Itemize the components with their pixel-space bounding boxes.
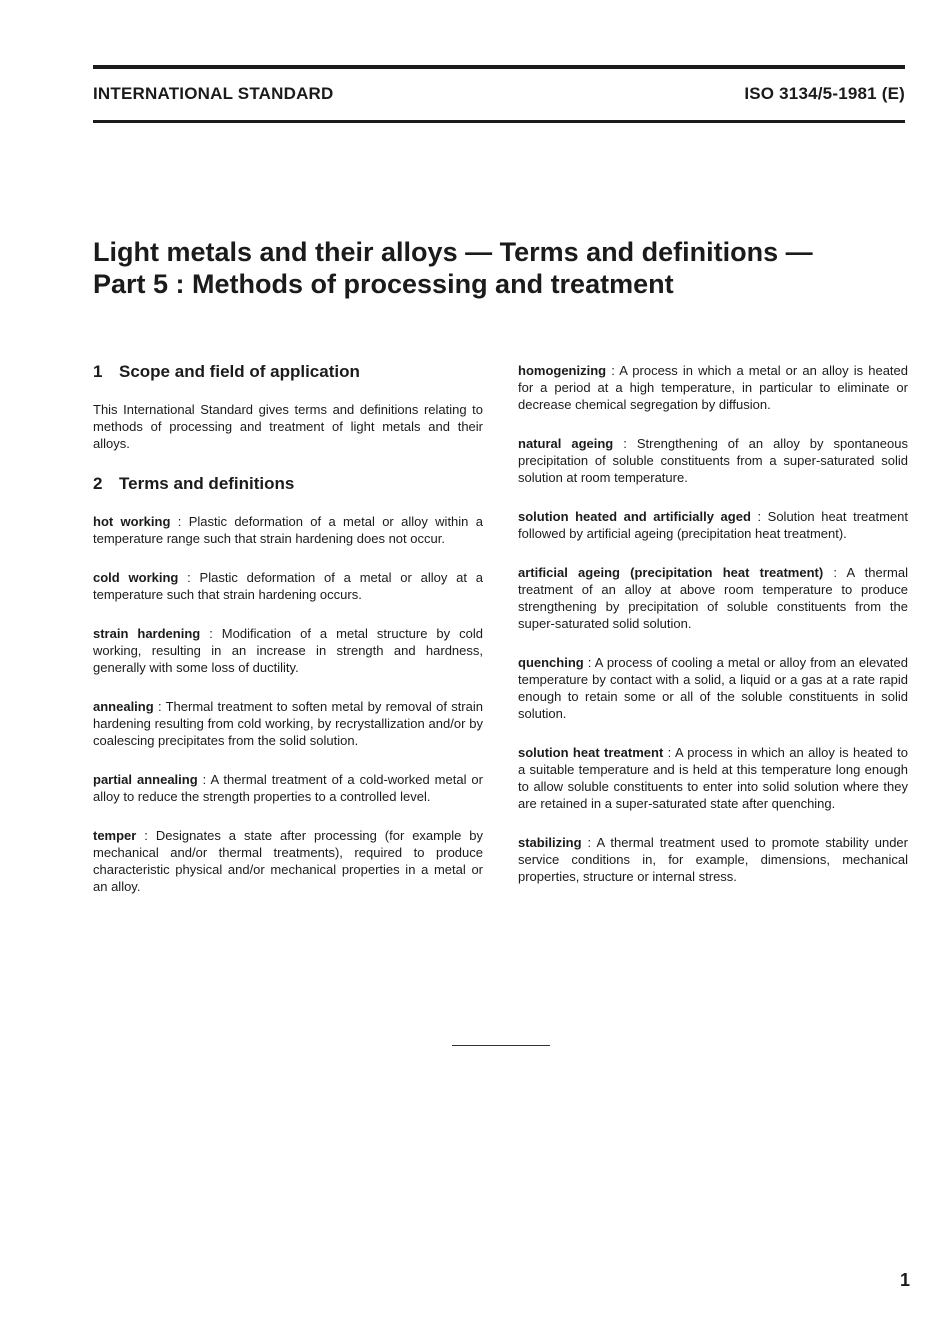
section-2-number: 2: [93, 474, 103, 493]
definition-cold-working: cold working : Plastic deformation of a metal or alloy at a temperature such that strain hardening occurs.: [93, 570, 484, 602]
term: solution heat treatment: [518, 745, 664, 760]
definition-text: A thermal treatment used to promote stability under service conditions in, for example, dimensions, mechanical properties, structure or internal stress.: [518, 835, 908, 884]
definition-text: A process of cooling a metal or alloy from an elevated temperature by contact with a solid, a liquid or a gas at a rate rapid enough to retain some or all of the soluble constituents in solid solution.: [518, 655, 908, 721]
definition-partial-annealing: partial annealing : A thermal treatment of a cold-worked metal or alloy to reduce the strength properties to a controlled level.: [93, 772, 483, 804]
standard-number: ISO 3134/5-1981 (E): [744, 84, 905, 103]
definition-quenching: quenching : A process of cooling a metal or alloy from an elevated temperature by contact with a solid, a liquid or a gas at a rate rapid enough to retain some or all of the soluble constituents in solid solution.: [518, 655, 908, 721]
definition-text: Plastic deformation of a metal or alloy at a temperature such that strain hardening occurs.: [93, 570, 484, 602]
section-2-heading: [93, 474, 483, 494]
definition-stabilizing: stabilizing : A thermal treatment used to promote stability under service conditions in, for example, dimensions, mechanical properties, structure or internal stress.: [518, 835, 908, 884]
term: partial annealing: [93, 772, 198, 787]
right-column: [518, 362, 908, 907]
definition-text: A thermal treatment of a cold-worked metal or alloy to reduce the strength properties to a controlled level.: [93, 772, 483, 804]
definition-text: A thermal treatment of an alloy at above room temperature to produce strengthening by precipitation of soluble constituents from the super-saturated solid solution.: [518, 565, 908, 631]
term: temper: [93, 828, 137, 843]
term: cold working: [93, 570, 179, 585]
term: stabilizing: [518, 835, 582, 850]
definition-text: Designates a state after processing (for example by mechanical and/or thermal treatments), required to produce characteristic physical and/or mechanical properties in a metal or an alloy.: [93, 828, 483, 894]
definition-temper: temper : Designates a state after processing (for example by mechanical and/or thermal treatments), required to produce characteristic physical and/or mechanical properties in a metal or an alloy.: [93, 828, 483, 894]
header-bottom-rule: [93, 120, 905, 123]
definition-solution-heated-artificially-aged: solution heated and artificially aged : Solution heat treatment followed by artificial ageing (precipitation heat treatment).: [518, 509, 908, 541]
term: hot working: [93, 514, 171, 529]
term: artificial ageing (precipitation heat treatment): [518, 565, 824, 580]
term: natural ageing: [518, 436, 614, 451]
definition-text: Solution heat treatment followed by artificial ageing (precipitation heat treatment).: [518, 509, 908, 541]
end-of-text-rule: [452, 1045, 550, 1046]
document-title: [93, 236, 913, 300]
term: quenching: [518, 655, 584, 670]
section-2-title: Terms and definitions: [119, 474, 295, 493]
term: strain hardening: [93, 626, 201, 641]
definition-annealing: annealing : Thermal treatment to soften metal by removal of strain hardening resulting from cold working, by recrystallization and/or by coalescing precipitates from the solid solution.: [93, 699, 483, 748]
definition-text: A process in which an alloy is heated to a suitable temperature and is held at this temperature long enough to allow soluble constituents to enter into solid solution where they are retained in a super-saturated state after quenching.: [518, 745, 908, 811]
page-number: 1: [899, 1270, 910, 1290]
definition-text: Plastic deformation of a metal or alloy within a temperature range such that strain hardening does not occur.: [93, 514, 483, 546]
definition-natural-ageing: natural ageing : Strengthening of an alloy by spontaneous precipitation of soluble constituents from a super-saturated solid solution at room temperature.: [518, 436, 908, 485]
definition-strain-hardening: strain hardening : Modification of a metal structure by cold working, resulting in an increase in strength and hardness, generally with some loss of ductility.: [93, 626, 483, 675]
term: homogenizing: [518, 363, 607, 378]
definition-artificial-ageing: artificial ageing (precipitation heat treatment) : A thermal treatment of an alloy at above room temperature to produce strengthening by precipitation of soluble constituents from the super-saturated solid solution.: [518, 565, 908, 631]
header-top-rule: [93, 65, 905, 69]
definition-text: Strengthening of an alloy by spontaneous precipitation of soluble constituents from a super-saturated solid solution at room temperature.: [518, 436, 908, 485]
document-type-label: INTERNATIONAL STANDARD: [93, 84, 334, 103]
definition-homogenizing: homogenizing : A process in which a metal or an alloy is heated for a period at a high temperature, in particular to eliminate or decrease chemical segregation by diffusion.: [518, 363, 908, 412]
title-line-1: Light metals and their alloys — Terms and definitions —: [93, 237, 813, 267]
definition-hot-working: hot working : Plastic deformation of a metal or alloy within a temperature range such that strain hardening does not occur.: [93, 514, 483, 546]
scope-paragraph: This International Standard gives terms and definitions relating to methods of processing and treatment of light metals and their alloys.: [93, 402, 483, 451]
definition-solution-heat-treatment: solution heat treatment : A process in which an alloy is heated to a suitable temperature and is held at this temperature long enough to allow soluble constituents to enter into solid solution where they are retained in a super-saturated state after quenching.: [518, 745, 908, 811]
left-column: [93, 362, 483, 917]
term: annealing: [93, 699, 154, 714]
term: solution heated and artificially aged: [518, 509, 751, 524]
section-1-title: Scope and field of application: [119, 362, 360, 381]
section-1-heading: [93, 362, 483, 382]
definition-text: Modification of a metal structure by cold working, resulting in an increase in strength and hardness, generally with some loss of ductility.: [93, 626, 483, 675]
definition-text: Thermal treatment to soften metal by removal of strain hardening resulting from cold working, by recrystallization and/or by coalescing precipitates from the solid solution.: [93, 699, 483, 748]
section-1-number: 1: [93, 362, 103, 381]
definition-text: A process in which a metal or an alloy is heated for a period at a high temperature, in particular to eliminate or decrease chemical segregation by diffusion.: [518, 363, 908, 412]
title-line-2: Part 5 : Methods of processing and treatment: [93, 269, 674, 299]
